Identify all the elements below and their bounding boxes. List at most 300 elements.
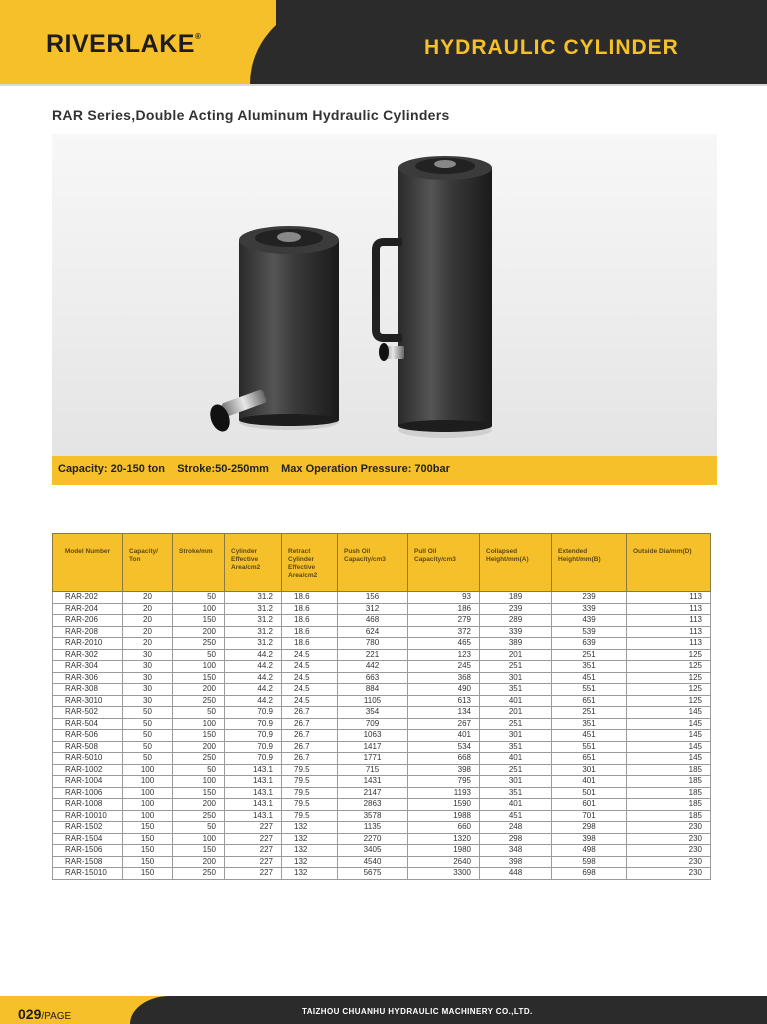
table-cell: 250 [173, 810, 225, 822]
table-cell: 465 [408, 638, 480, 650]
table-cell: RAR-1008 [53, 799, 123, 811]
table-cell: 1063 [338, 730, 408, 742]
table-cell: 598 [552, 856, 627, 868]
page-number [18, 1006, 71, 1022]
cylinder-illustration [52, 134, 717, 456]
column-header: Stroke/mm [173, 534, 225, 592]
table-cell: 715 [338, 764, 408, 776]
table-cell: 301 [480, 672, 552, 684]
column-header: Extended Height/mm(B) [552, 534, 627, 592]
company-name: TAIZHOU CHUANHU HYDRAULIC MACHINERY CO.,LTD. [302, 1007, 533, 1016]
table-cell: 448 [480, 868, 552, 880]
table-cell: 125 [627, 684, 711, 696]
table-cell: 143.1 [225, 810, 282, 822]
table-cell: 26.7 [282, 741, 338, 753]
table-cell: 780 [338, 638, 408, 650]
table-cell: 70.9 [225, 718, 282, 730]
table-cell: 1417 [338, 741, 408, 753]
table-cell: RAR-5010 [53, 753, 123, 765]
table-cell: 185 [627, 799, 711, 811]
table-cell: 18.6 [282, 603, 338, 615]
table-cell: 150 [173, 730, 225, 742]
table-cell: 145 [627, 753, 711, 765]
table-cell: 18.6 [282, 638, 338, 650]
capacity-text: Capacity: 20-150 ton Stroke:50-250mm Max Operation Pressure: 700bar [58, 463, 450, 475]
table-cell: 239 [552, 592, 627, 604]
table-cell: 660 [408, 822, 480, 834]
table-cell: RAR-206 [53, 615, 123, 627]
column-header: Capacity/ Ton [123, 534, 173, 592]
table-cell: 26.7 [282, 753, 338, 765]
table-cell: 227 [225, 856, 282, 868]
column-header: Outside Dia/mm(D) [627, 534, 711, 592]
table-row [53, 833, 711, 845]
table-cell: 498 [552, 845, 627, 857]
table-cell: 50 [123, 741, 173, 753]
column-header: Pull Oil Capacity/cm3 [408, 534, 480, 592]
table-cell: 1193 [408, 787, 480, 799]
table-row [53, 695, 711, 707]
table-cell: 50 [173, 592, 225, 604]
table-cell: 251 [480, 764, 552, 776]
table-cell: 31.2 [225, 615, 282, 627]
table-cell: 31.2 [225, 603, 282, 615]
table-cell: 30 [123, 684, 173, 696]
table-cell: 248 [480, 822, 552, 834]
table-cell: 200 [173, 741, 225, 753]
table-cell: 100 [123, 776, 173, 788]
table-cell: 200 [173, 626, 225, 638]
table-cell: 227 [225, 845, 282, 857]
table-cell: RAR-304 [53, 661, 123, 673]
table-row [53, 638, 711, 650]
table-cell: RAR-1506 [53, 845, 123, 857]
table-cell: 150 [123, 845, 173, 857]
small-cylinder [207, 226, 339, 434]
table-cell: 100 [123, 799, 173, 811]
table-cell: 79.5 [282, 810, 338, 822]
table-cell: 132 [282, 845, 338, 857]
table-cell: 230 [627, 833, 711, 845]
table-cell: 26.7 [282, 718, 338, 730]
table-row [53, 684, 711, 696]
column-header: Cylinder Effective Area/cm2 [225, 534, 282, 592]
table-cell: 156 [338, 592, 408, 604]
table-cell: 18.6 [282, 615, 338, 627]
table-cell: 50 [173, 764, 225, 776]
table-row [53, 626, 711, 638]
table-cell: 1431 [338, 776, 408, 788]
table-cell: 79.5 [282, 799, 338, 811]
table-cell: 134 [408, 707, 480, 719]
table-cell: 100 [123, 787, 173, 799]
table-row [53, 856, 711, 868]
table-row [53, 787, 711, 799]
table-cell: RAR-308 [53, 684, 123, 696]
table-cell: RAR-506 [53, 730, 123, 742]
table-cell: RAR-1002 [53, 764, 123, 776]
table-cell: 143.1 [225, 799, 282, 811]
table-cell: 70.9 [225, 707, 282, 719]
table-cell: 245 [408, 661, 480, 673]
table-cell: 534 [408, 741, 480, 753]
table-cell: 501 [552, 787, 627, 799]
table-cell: 251 [552, 707, 627, 719]
table-cell: 227 [225, 833, 282, 845]
table-header-row [53, 534, 711, 592]
table-cell: 143.1 [225, 764, 282, 776]
table-cell: 132 [282, 868, 338, 880]
table-row [53, 799, 711, 811]
table-row [53, 603, 711, 615]
table-cell: 451 [552, 672, 627, 684]
table-cell: 113 [627, 592, 711, 604]
table-cell: 1320 [408, 833, 480, 845]
table-cell: 50 [123, 718, 173, 730]
table-cell: 551 [552, 741, 627, 753]
table-cell: 150 [123, 856, 173, 868]
table-cell: 2863 [338, 799, 408, 811]
table-cell: RAR-2010 [53, 638, 123, 650]
table-cell: RAR-1504 [53, 833, 123, 845]
table-cell: 31.2 [225, 592, 282, 604]
table-cell: 150 [123, 822, 173, 834]
table-cell: RAR-1508 [53, 856, 123, 868]
table-cell: 398 [552, 833, 627, 845]
table-cell: 44.2 [225, 661, 282, 673]
table-cell: 150 [123, 833, 173, 845]
table-cell: 401 [480, 753, 552, 765]
table-cell: 301 [552, 764, 627, 776]
table-cell: 200 [173, 856, 225, 868]
table-cell: 20 [123, 592, 173, 604]
table-cell: 795 [408, 776, 480, 788]
table-cell: 339 [480, 626, 552, 638]
table-cell: 20 [123, 603, 173, 615]
table-cell: 490 [408, 684, 480, 696]
capacity-bar [52, 456, 717, 485]
table-cell: 186 [408, 603, 480, 615]
table-cell: 401 [480, 695, 552, 707]
table-cell: 2640 [408, 856, 480, 868]
table-cell: 44.2 [225, 684, 282, 696]
table-cell: 50 [123, 730, 173, 742]
table-cell: 113 [627, 603, 711, 615]
table-cell: 24.5 [282, 649, 338, 661]
table-cell: 230 [627, 856, 711, 868]
table-cell: 401 [408, 730, 480, 742]
table-cell: 150 [173, 787, 225, 799]
table-cell: 24.5 [282, 661, 338, 673]
table-cell: 125 [627, 661, 711, 673]
table-cell: 289 [480, 615, 552, 627]
registered-mark: ® [194, 32, 202, 41]
brand-logo [46, 30, 201, 59]
table-cell: 125 [627, 672, 711, 684]
table-row [53, 776, 711, 788]
product-photo [52, 134, 717, 456]
table-cell: 150 [123, 868, 173, 880]
table-cell: 250 [173, 695, 225, 707]
column-header: Collapsed Height/mm(A) [480, 534, 552, 592]
table-cell: RAR-208 [53, 626, 123, 638]
table-cell: 50 [173, 649, 225, 661]
table-cell: RAR-306 [53, 672, 123, 684]
table-cell: 230 [627, 845, 711, 857]
table-cell: 398 [408, 764, 480, 776]
table-cell: 3405 [338, 845, 408, 857]
table-cell: 4540 [338, 856, 408, 868]
table-cell: 50 [173, 822, 225, 834]
table-cell: 451 [552, 730, 627, 742]
table-cell: 50 [173, 707, 225, 719]
table-cell: RAR-302 [53, 649, 123, 661]
table-row [53, 810, 711, 822]
brand-name: RIVERLAKE [46, 30, 195, 58]
header-title: HYDRAULIC CYLINDER [424, 36, 679, 59]
table-cell: 351 [480, 684, 552, 696]
table-cell: 125 [627, 695, 711, 707]
table-cell: 230 [627, 868, 711, 880]
table-cell: 298 [480, 833, 552, 845]
table-cell: 2270 [338, 833, 408, 845]
table-cell: 639 [552, 638, 627, 650]
table-cell: 70.9 [225, 753, 282, 765]
table-cell: 200 [173, 799, 225, 811]
table-cell: 439 [552, 615, 627, 627]
table-cell: 150 [173, 615, 225, 627]
table-cell: 100 [173, 776, 225, 788]
table-cell: 1105 [338, 695, 408, 707]
table-cell: 201 [480, 649, 552, 661]
table-cell: 1980 [408, 845, 480, 857]
table-cell: 145 [627, 707, 711, 719]
table-cell: 3300 [408, 868, 480, 880]
table-cell: 539 [552, 626, 627, 638]
table-row [53, 741, 711, 753]
header-divider [0, 84, 767, 86]
table-cell: 200 [173, 684, 225, 696]
table-cell: 401 [480, 799, 552, 811]
table-cell: 1988 [408, 810, 480, 822]
table-cell: 884 [338, 684, 408, 696]
table-cell: 100 [173, 833, 225, 845]
table-cell: 709 [338, 718, 408, 730]
table-cell: 651 [552, 753, 627, 765]
table-cell: RAR-504 [53, 718, 123, 730]
table-cell: 145 [627, 741, 711, 753]
table-cell: 468 [338, 615, 408, 627]
table-cell: RAR-508 [53, 741, 123, 753]
table-cell: 70.9 [225, 730, 282, 742]
table-cell: 31.2 [225, 626, 282, 638]
table-row [53, 661, 711, 673]
table-cell: RAR-10010 [53, 810, 123, 822]
table-cell: 221 [338, 649, 408, 661]
table-cell: 267 [408, 718, 480, 730]
table-cell: 227 [225, 822, 282, 834]
table-cell: RAR-15010 [53, 868, 123, 880]
table-cell: 351 [480, 787, 552, 799]
table-cell: 351 [552, 718, 627, 730]
table-cell: 451 [480, 810, 552, 822]
table-row [53, 868, 711, 880]
table-cell: 189 [480, 592, 552, 604]
table-cell: 251 [480, 661, 552, 673]
table-row [53, 845, 711, 857]
table-cell: RAR-1004 [53, 776, 123, 788]
table-cell: 372 [408, 626, 480, 638]
table-cell: 145 [627, 730, 711, 742]
table-cell: 348 [480, 845, 552, 857]
table-cell: 26.7 [282, 707, 338, 719]
table-cell: 2147 [338, 787, 408, 799]
table-cell: 79.5 [282, 776, 338, 788]
table-body [53, 592, 711, 880]
table-cell: 298 [552, 822, 627, 834]
table-cell: 30 [123, 672, 173, 684]
table-cell: 698 [552, 868, 627, 880]
table-cell: 227 [225, 868, 282, 880]
table-cell: 401 [552, 776, 627, 788]
table-cell: 93 [408, 592, 480, 604]
table-cell: 113 [627, 638, 711, 650]
table-cell: 30 [123, 649, 173, 661]
table-cell: 201 [480, 707, 552, 719]
table-cell: 44.2 [225, 672, 282, 684]
table-row [53, 730, 711, 742]
table-cell: 354 [338, 707, 408, 719]
table-cell: 100 [123, 810, 173, 822]
table-cell: 20 [123, 626, 173, 638]
table-cell: 551 [552, 684, 627, 696]
table-row [53, 707, 711, 719]
table-cell: RAR-204 [53, 603, 123, 615]
table-cell: 279 [408, 615, 480, 627]
table-cell: 1135 [338, 822, 408, 834]
table-cell: 250 [173, 868, 225, 880]
table-row [53, 822, 711, 834]
table-cell: 44.2 [225, 695, 282, 707]
table-cell: 613 [408, 695, 480, 707]
table-cell: 24.5 [282, 695, 338, 707]
table-cell: 132 [282, 822, 338, 834]
table-cell: 30 [123, 661, 173, 673]
table-cell: 70.9 [225, 741, 282, 753]
table-cell: 44.2 [225, 649, 282, 661]
table-cell: RAR-3010 [53, 695, 123, 707]
table-cell: 301 [480, 776, 552, 788]
table-cell: 251 [480, 718, 552, 730]
table-cell: 668 [408, 753, 480, 765]
table-cell: 185 [627, 787, 711, 799]
table-cell: 368 [408, 672, 480, 684]
table-cell: 100 [173, 718, 225, 730]
section-title: RAR Series,Double Acting Aluminum Hydraulic Cylinders [52, 107, 450, 123]
table-cell: 123 [408, 649, 480, 661]
table-cell: 663 [338, 672, 408, 684]
table-cell: 79.5 [282, 787, 338, 799]
table-cell: 18.6 [282, 592, 338, 604]
table-cell: 113 [627, 615, 711, 627]
table-row [53, 615, 711, 627]
table-cell: 100 [173, 661, 225, 673]
table-row [53, 592, 711, 604]
table-cell: 339 [552, 603, 627, 615]
table-cell: 113 [627, 626, 711, 638]
table-cell: 651 [552, 695, 627, 707]
table-cell: 31.2 [225, 638, 282, 650]
page-number-value: 029 [18, 1006, 42, 1022]
table-cell: 251 [552, 649, 627, 661]
table-row [53, 718, 711, 730]
table-row [53, 672, 711, 684]
table-cell: 145 [627, 718, 711, 730]
column-header: Retract Cylinder Effective Area/cm2 [282, 534, 338, 592]
column-header: Push Oil Capacity/cm3 [338, 534, 408, 592]
table-cell: 1590 [408, 799, 480, 811]
table-cell: 1771 [338, 753, 408, 765]
table-cell: 301 [480, 730, 552, 742]
table-cell: 24.5 [282, 684, 338, 696]
table-cell: 185 [627, 776, 711, 788]
table-cell: 701 [552, 810, 627, 822]
table-cell: 398 [480, 856, 552, 868]
table-cell: 624 [338, 626, 408, 638]
table-cell: RAR-202 [53, 592, 123, 604]
table-row [53, 753, 711, 765]
table-cell: 132 [282, 833, 338, 845]
table-cell: 185 [627, 810, 711, 822]
table-cell: 143.1 [225, 787, 282, 799]
table-cell: 26.7 [282, 730, 338, 742]
table-cell: 18.6 [282, 626, 338, 638]
table-cell: 239 [480, 603, 552, 615]
table-cell: 143.1 [225, 776, 282, 788]
table-cell: 150 [173, 845, 225, 857]
table-cell: 389 [480, 638, 552, 650]
tall-cylinder [376, 156, 492, 438]
table-cell: 250 [173, 638, 225, 650]
table-cell: 351 [552, 661, 627, 673]
table-cell: 20 [123, 615, 173, 627]
table-row [53, 764, 711, 776]
table-cell: 5675 [338, 868, 408, 880]
table-cell: 132 [282, 856, 338, 868]
table-cell: 312 [338, 603, 408, 615]
table-cell: RAR-1006 [53, 787, 123, 799]
column-header: Model Number [53, 534, 123, 592]
table-cell: 125 [627, 649, 711, 661]
table-cell: 250 [173, 753, 225, 765]
table-cell: 50 [123, 707, 173, 719]
table-cell: 50 [123, 753, 173, 765]
table-row [53, 649, 711, 661]
table-cell: 24.5 [282, 672, 338, 684]
page-label: /PAGE [41, 1011, 72, 1022]
table-cell: 100 [123, 764, 173, 776]
table-cell: 601 [552, 799, 627, 811]
table-cell: 351 [480, 741, 552, 753]
spec-table [52, 533, 711, 880]
table-cell: 442 [338, 661, 408, 673]
table-cell: 79.5 [282, 764, 338, 776]
table-cell: RAR-502 [53, 707, 123, 719]
table-cell: 30 [123, 695, 173, 707]
table-cell: 150 [173, 672, 225, 684]
table-cell: RAR-1502 [53, 822, 123, 834]
table-cell: 185 [627, 764, 711, 776]
